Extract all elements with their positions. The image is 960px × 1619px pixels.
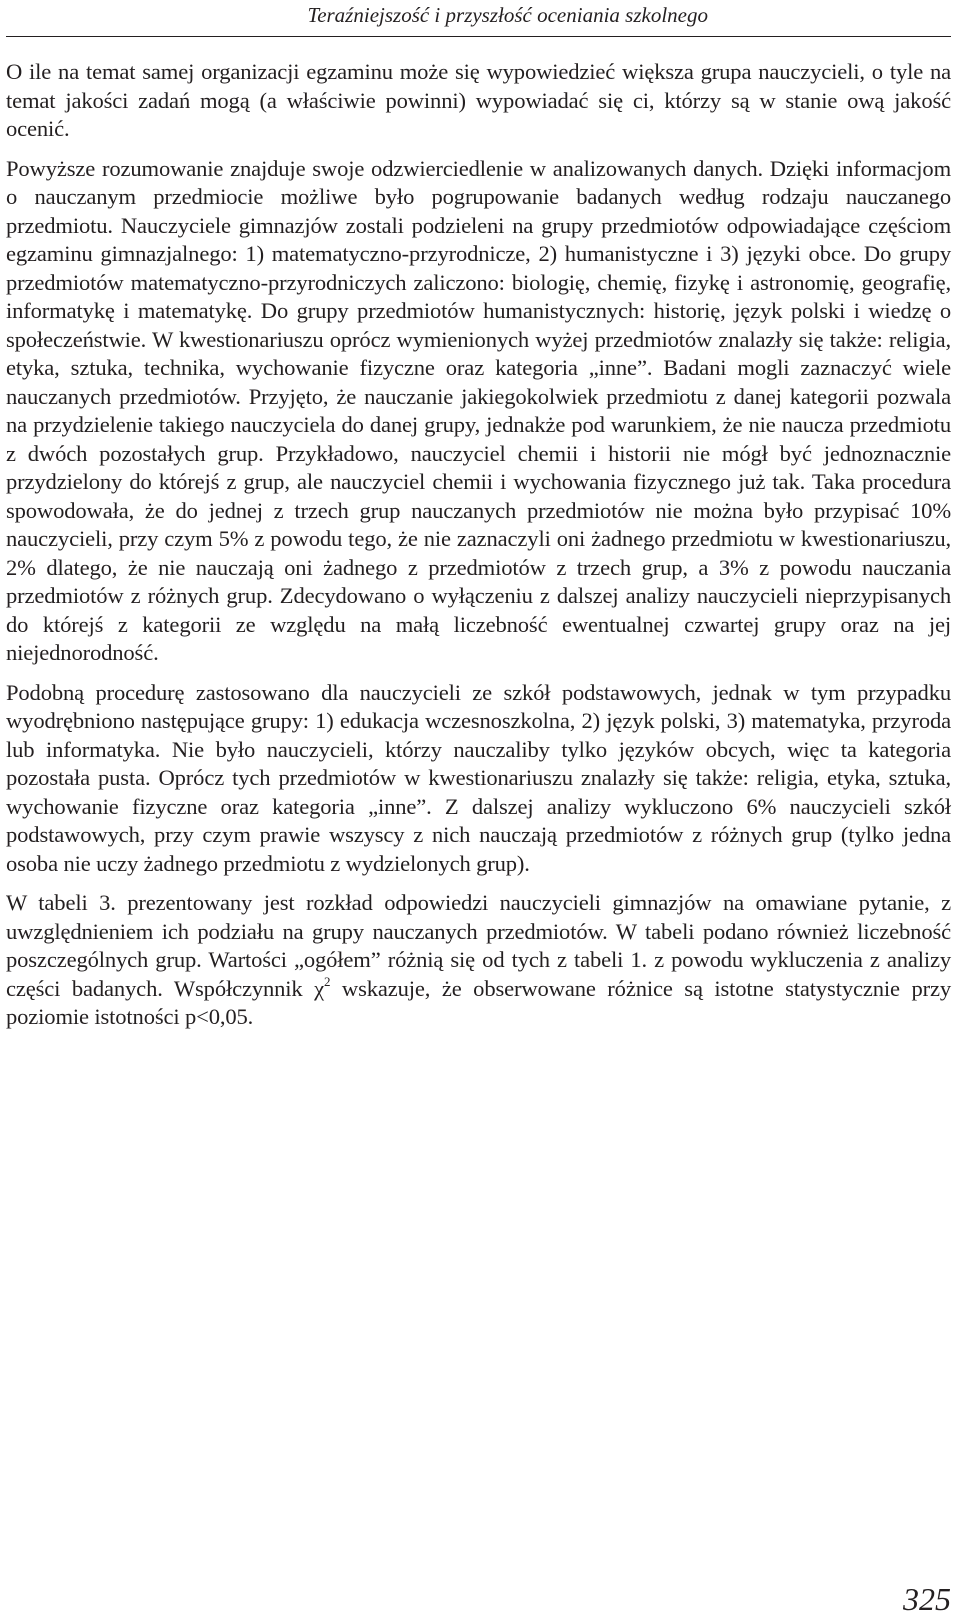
running-header <box>0 0 960 40</box>
paragraph-4 <box>6 889 951 1032</box>
paragraph-1: O ile na temat samej organizacji egzaminu może się wypowiedzieć większa grupa nauczycieli, o tyle na temat jakości zadań mogą (a właściwie powinni) wypowiadać się ci, którzy są w stanie ową jakość ocenić. <box>6 59 951 141</box>
paragraph-3: Podobną procedurę zastosowano dla nauczycieli ze szkół podstawowych, jednak w tym przypadku wyodrębniono następujące grupy: 1) edukacja wczesnoszkolna, 2) język polski, 3) matematyka, przyroda lub informatyka. Nie było nauczycieli, którzy nauczaliby tylko języków obcych, więc ta kategoria pozostała pusta. Oprócz tych przedmiotów w kwestionariuszu znalazły się także: religia, etyka, sztuka, wychowanie fizyczne oraz kategoria „inne”. Z dalszej analizy wykluczono 6% nauczycieli szkół podstawowych, przy czym prawie wszyscy z nich nauczają przedmiotów z różnych grup (tylko jedna osoba nie uczy żadnego przedmiotu z wydzielonych grup). <box>6 679 951 876</box>
body-text <box>6 58 951 1043</box>
paragraph-2: Powyższe rozumowanie znajduje swoje odzwierciedlenie w analizowanych danych. Dzięki informacjom o nauczanym przedmiocie możliwe było pogrupowanie badanych według rodzaju nauczanego przedmiotu. Nauczyciele gimnazjów zostali podzieleni na grupy przedmiotów odpowiadające częściom egzaminu gimnazjalnego: 1) matematyczno-przyrodnicze, 2) humanistyczne i 3) języki obce. Do grupy przedmiotów matematyczno-przyrodniczych zaliczono: biologię, chemię, fizykę i astronomię, geografię, informatykę i matematykę. Do grupy przedmiotów humanistycznych: historię, język polski i wiedzę o społeczeństwie. W kwestionariuszu oprócz wymienionych wyżej przedmiotów znalazły się także: religia, etyka, sztuka, technika, wychowanie fizyczne oraz kategoria „inne”. Badani mogli zaznaczyć wiele nauczanych przedmiotów. Przyjęto, że nauczanie jakiegokolwiek przedmiotu z danej kategorii pozwala na przydzielenie takiego nauczyciela do danej grupy, jednakże pod warunkiem, że nie naucza przedmiotu z dwóch pozostałych grup. Przykładowo, nauczyciel chemii i historii nie mógł być jednoznacznie przydzielony do którejś z grup, ale nauczyciel chemii i wychowania fizycznego już tak. Taka procedura spowodowała, że do jednej z trzech grup nauczanych przedmiotów nie można było przypisać 10% nauczycieli, przy czym 5% z powodu tego, że nie zaznaczyli oni żadnego przedmiotu w kwestionariuszu, 2% dlatego, że nie nauczają oni żadnego z przedmiotów z trzech grup, a 3% z powodu nauczania przedmiotów z różnych grup. Zdecydowano o wyłączeniu z dalszej analizy nauczycieli nieprzypisanych do którejś z kategorii ze względu na małą liczebność ewentualnej czwartej grupy oraz na jej niejednorodność. <box>6 155 951 665</box>
paragraph-4-text-start: W tabeli 3. prezentowany jest rozkład odpowiedzi nauczycieli gimnazjów na omawiane pytanie, z uwzględnieniem ich podziału na grupy nauczanych przedmiotów. W tabeli podano również liczebność poszczególnych grup. Wartości „ogółem” różnią się od tych z tabeli 1. z powodu wykluczenia z analizy części badanych. Współczynnik χ <box>6 890 951 1001</box>
paragraph-4-text-end: wskazuje, że obserwowane różnice są istotne statystycznie przy poziomie istotności p<0,05. <box>6 975 951 1029</box>
page-number: 325 <box>903 1581 951 1617</box>
header-rule <box>6 36 951 37</box>
chi-square-superscript: 2 <box>324 973 331 989</box>
running-title: Teraźniejszość i przyszłość oceniania szkolnego <box>307 3 708 27</box>
